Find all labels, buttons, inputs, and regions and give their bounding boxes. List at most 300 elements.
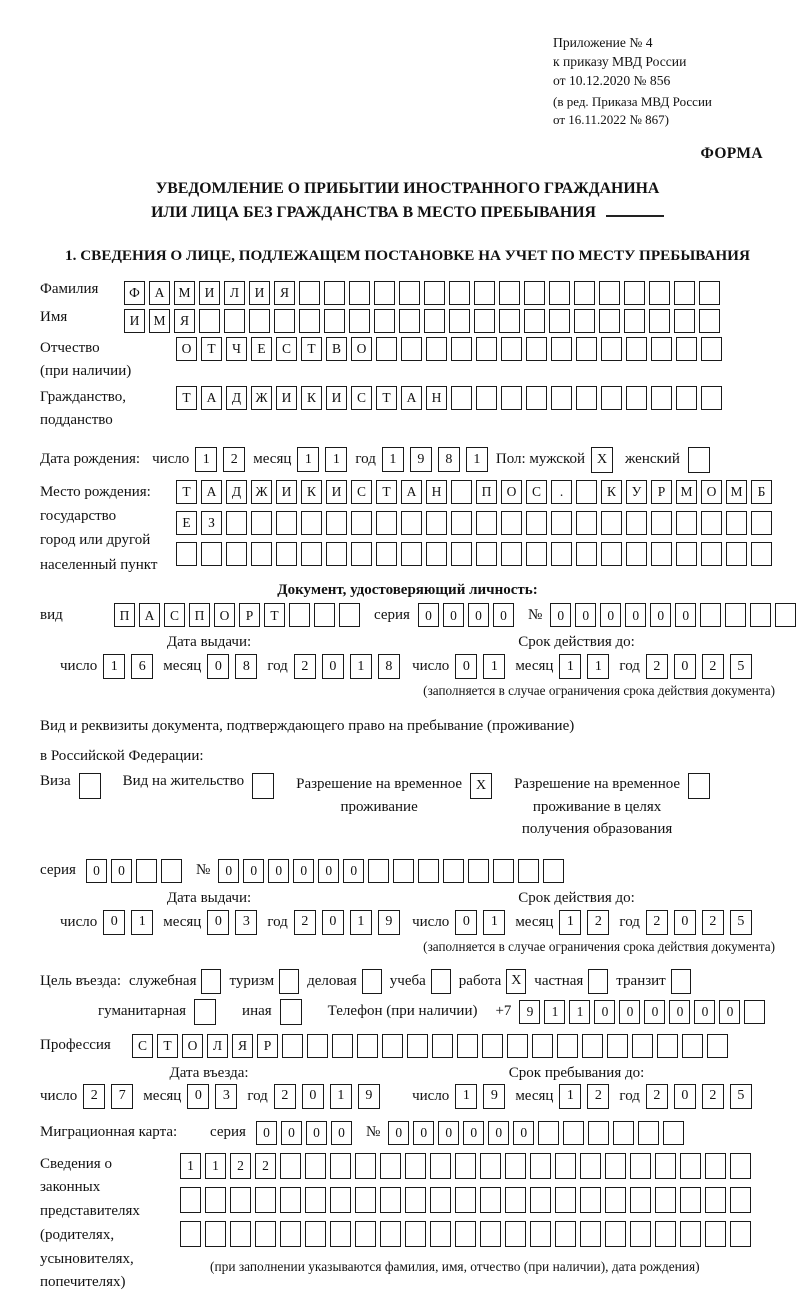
char-cell[interactable]: 9 (483, 1084, 505, 1109)
char-cell[interactable]: Д (226, 480, 247, 504)
char-cell[interactable]: И (276, 386, 297, 410)
char-cell[interactable]: 0 (719, 1000, 740, 1024)
char-cell[interactable]: 1 (466, 447, 488, 472)
char-cell[interactable] (451, 542, 472, 566)
char-cell[interactable] (451, 511, 472, 535)
char-cell[interactable] (426, 337, 447, 361)
char-cell[interactable] (657, 1034, 678, 1058)
char-cell[interactable]: П (189, 603, 210, 627)
char-cell[interactable] (605, 1187, 626, 1213)
char-cell[interactable] (576, 511, 597, 535)
char-cell[interactable]: 1 (205, 1153, 226, 1179)
char-cell[interactable] (226, 511, 247, 535)
char-cell[interactable]: С (351, 480, 372, 504)
char-cell[interactable]: 0 (550, 603, 571, 627)
char-cell[interactable] (476, 542, 497, 566)
char-cell[interactable] (551, 337, 572, 361)
char-cell[interactable] (555, 1221, 576, 1247)
char-cell[interactable]: 1 (569, 1000, 590, 1024)
char-cell[interactable] (676, 542, 697, 566)
char-cell[interactable] (501, 511, 522, 535)
char-cell[interactable]: Т (176, 386, 197, 410)
char-cell[interactable]: 0 (438, 1121, 459, 1145)
char-cell[interactable] (551, 511, 572, 535)
char-cell[interactable] (476, 386, 497, 410)
char-cell[interactable] (380, 1187, 401, 1213)
char-cell[interactable] (355, 1153, 376, 1179)
char-cell[interactable]: 2 (646, 910, 668, 935)
char-cell[interactable]: 1 (455, 1084, 477, 1109)
char-cell[interactable]: 2 (294, 910, 316, 935)
char-cell[interactable] (599, 309, 620, 333)
char-cell[interactable] (380, 1221, 401, 1247)
char-cell[interactable]: Н (426, 386, 447, 410)
char-cell[interactable] (601, 511, 622, 535)
char-cell[interactable] (305, 1153, 326, 1179)
char-cell[interactable]: Л (207, 1034, 228, 1058)
char-cell[interactable] (582, 1034, 603, 1058)
char-cell[interactable] (705, 1221, 726, 1247)
char-cell[interactable] (430, 1153, 451, 1179)
char-cell[interactable] (649, 281, 670, 305)
char-cell[interactable]: М (726, 480, 747, 504)
char-cell[interactable] (726, 511, 747, 535)
char-cell[interactable] (605, 1153, 626, 1179)
char-cell[interactable] (557, 1034, 578, 1058)
char-cell[interactable] (700, 603, 721, 627)
char-cell[interactable]: 1 (483, 910, 505, 935)
char-cell[interactable]: 1 (350, 654, 372, 679)
char-cell[interactable]: 1 (131, 910, 153, 935)
male-checkbox[interactable]: X (591, 447, 613, 473)
char-cell[interactable] (289, 603, 310, 627)
char-cell[interactable] (249, 309, 270, 333)
char-cell[interactable]: П (476, 480, 497, 504)
char-cell[interactable] (701, 542, 722, 566)
char-cell[interactable] (626, 511, 647, 535)
char-cell[interactable]: И (199, 281, 220, 305)
char-cell[interactable]: Е (176, 511, 197, 535)
char-cell[interactable] (399, 309, 420, 333)
char-cell[interactable]: 8 (235, 654, 257, 679)
char-cell[interactable]: Ч (226, 337, 247, 361)
char-cell[interactable]: 2 (83, 1084, 105, 1109)
char-cell[interactable] (624, 281, 645, 305)
char-cell[interactable] (524, 309, 545, 333)
char-cell[interactable] (674, 281, 695, 305)
char-cell[interactable]: О (351, 337, 372, 361)
char-cell[interactable]: 1 (559, 910, 581, 935)
char-cell[interactable] (355, 1187, 376, 1213)
char-cell[interactable] (468, 859, 489, 883)
char-cell[interactable]: Н (426, 480, 447, 504)
char-cell[interactable] (226, 542, 247, 566)
char-cell[interactable] (274, 309, 295, 333)
char-cell[interactable] (499, 309, 520, 333)
char-cell[interactable]: 0 (493, 603, 514, 627)
char-cell[interactable]: Л (224, 281, 245, 305)
char-cell[interactable] (201, 542, 222, 566)
char-cell[interactable] (355, 1221, 376, 1247)
char-cell[interactable]: А (201, 386, 222, 410)
char-cell[interactable] (676, 386, 697, 410)
char-cell[interactable]: 5 (730, 654, 752, 679)
char-cell[interactable]: 0 (322, 654, 344, 679)
char-cell[interactable]: 0 (644, 1000, 665, 1024)
char-cell[interactable] (482, 1034, 503, 1058)
char-cell[interactable]: У (626, 480, 647, 504)
char-cell[interactable] (563, 1121, 584, 1145)
char-cell[interactable] (251, 542, 272, 566)
char-cell[interactable] (332, 1034, 353, 1058)
char-cell[interactable] (676, 337, 697, 361)
char-cell[interactable] (368, 859, 389, 883)
char-cell[interactable]: 9 (519, 1000, 540, 1024)
char-cell[interactable] (330, 1187, 351, 1213)
char-cell[interactable]: 1 (180, 1153, 201, 1179)
char-cell[interactable] (701, 386, 722, 410)
char-cell[interactable] (399, 281, 420, 305)
char-cell[interactable]: А (401, 480, 422, 504)
char-cell[interactable]: Т (301, 337, 322, 361)
char-cell[interactable] (649, 309, 670, 333)
char-cell[interactable] (751, 542, 772, 566)
char-cell[interactable]: 0 (443, 603, 464, 627)
char-cell[interactable] (576, 480, 597, 504)
char-cell[interactable]: М (676, 480, 697, 504)
char-cell[interactable]: 0 (243, 859, 264, 883)
char-cell[interactable]: С (132, 1034, 153, 1058)
char-cell[interactable] (330, 1221, 351, 1247)
char-cell[interactable] (280, 1153, 301, 1179)
char-cell[interactable]: А (139, 603, 160, 627)
char-cell[interactable] (638, 1121, 659, 1145)
char-cell[interactable]: С (351, 386, 372, 410)
char-cell[interactable]: 2 (702, 654, 724, 679)
char-cell[interactable]: 1 (350, 910, 372, 935)
purpose-private-checkbox[interactable] (588, 969, 608, 994)
char-cell[interactable] (775, 603, 796, 627)
char-cell[interactable]: 0 (256, 1121, 277, 1145)
char-cell[interactable]: 9 (410, 447, 432, 472)
char-cell[interactable] (255, 1187, 276, 1213)
char-cell[interactable] (588, 1121, 609, 1145)
char-cell[interactable]: 0 (694, 1000, 715, 1024)
char-cell[interactable] (405, 1187, 426, 1213)
char-cell[interactable] (376, 337, 397, 361)
char-cell[interactable]: 0 (455, 910, 477, 935)
char-cell[interactable]: О (182, 1034, 203, 1058)
char-cell[interactable]: 0 (331, 1121, 352, 1145)
char-cell[interactable] (351, 511, 372, 535)
char-cell[interactable]: 6 (131, 654, 153, 679)
char-cell[interactable] (576, 386, 597, 410)
char-cell[interactable] (161, 859, 182, 883)
char-cell[interactable] (393, 859, 414, 883)
char-cell[interactable] (580, 1221, 601, 1247)
char-cell[interactable] (349, 309, 370, 333)
char-cell[interactable] (580, 1187, 601, 1213)
char-cell[interactable] (349, 281, 370, 305)
char-cell[interactable]: 1 (330, 1084, 352, 1109)
female-checkbox[interactable] (688, 447, 710, 473)
purpose-humanitarian-checkbox[interactable] (194, 999, 216, 1025)
char-cell[interactable] (480, 1187, 501, 1213)
purpose-other-checkbox[interactable] (280, 999, 302, 1025)
char-cell[interactable] (501, 386, 522, 410)
char-cell[interactable] (474, 309, 495, 333)
char-cell[interactable] (730, 1153, 751, 1179)
char-cell[interactable]: С (276, 337, 297, 361)
char-cell[interactable] (580, 1153, 601, 1179)
char-cell[interactable] (682, 1034, 703, 1058)
char-cell[interactable] (518, 859, 539, 883)
char-cell[interactable]: М (149, 309, 170, 333)
char-cell[interactable] (524, 281, 545, 305)
char-cell[interactable] (455, 1221, 476, 1247)
char-cell[interactable] (374, 281, 395, 305)
char-cell[interactable]: Б (751, 480, 772, 504)
char-cell[interactable]: Ж (251, 480, 272, 504)
char-cell[interactable] (530, 1221, 551, 1247)
char-cell[interactable] (357, 1034, 378, 1058)
char-cell[interactable]: 8 (378, 654, 400, 679)
char-cell[interactable]: 0 (207, 910, 229, 935)
char-cell[interactable]: 0 (650, 603, 671, 627)
char-cell[interactable] (705, 1153, 726, 1179)
char-cell[interactable] (418, 859, 439, 883)
char-cell[interactable]: А (401, 386, 422, 410)
char-cell[interactable]: 0 (600, 603, 621, 627)
char-cell[interactable] (493, 859, 514, 883)
char-cell[interactable] (307, 1034, 328, 1058)
char-cell[interactable]: И (249, 281, 270, 305)
char-cell[interactable] (405, 1153, 426, 1179)
char-cell[interactable] (351, 542, 372, 566)
char-cell[interactable]: 1 (382, 447, 404, 472)
char-cell[interactable]: 1 (297, 447, 319, 472)
char-cell[interactable] (538, 1121, 559, 1145)
char-cell[interactable] (449, 281, 470, 305)
char-cell[interactable] (430, 1187, 451, 1213)
char-cell[interactable] (180, 1221, 201, 1247)
char-cell[interactable]: 0 (207, 654, 229, 679)
char-cell[interactable] (699, 281, 720, 305)
char-cell[interactable]: 2 (587, 1084, 609, 1109)
char-cell[interactable] (701, 511, 722, 535)
char-cell[interactable] (455, 1153, 476, 1179)
char-cell[interactable] (426, 542, 447, 566)
char-cell[interactable]: 0 (674, 910, 696, 935)
char-cell[interactable] (626, 386, 647, 410)
char-cell[interactable]: 0 (455, 654, 477, 679)
char-cell[interactable] (324, 281, 345, 305)
char-cell[interactable] (555, 1153, 576, 1179)
char-cell[interactable] (499, 281, 520, 305)
char-cell[interactable]: И (124, 309, 145, 333)
char-cell[interactable] (230, 1187, 251, 1213)
purpose-work-checkbox[interactable]: X (506, 969, 526, 994)
char-cell[interactable] (230, 1221, 251, 1247)
char-cell[interactable] (255, 1221, 276, 1247)
char-cell[interactable]: А (149, 281, 170, 305)
char-cell[interactable] (613, 1121, 634, 1145)
char-cell[interactable] (624, 309, 645, 333)
char-cell[interactable]: 0 (418, 603, 439, 627)
char-cell[interactable] (549, 281, 570, 305)
char-cell[interactable] (326, 542, 347, 566)
char-cell[interactable] (651, 386, 672, 410)
char-cell[interactable]: 0 (619, 1000, 640, 1024)
char-cell[interactable] (655, 1153, 676, 1179)
char-cell[interactable] (251, 511, 272, 535)
char-cell[interactable]: 0 (575, 603, 596, 627)
char-cell[interactable]: 8 (438, 447, 460, 472)
char-cell[interactable]: 0 (103, 910, 125, 935)
char-cell[interactable] (376, 511, 397, 535)
char-cell[interactable] (299, 309, 320, 333)
char-cell[interactable]: 2 (587, 910, 609, 935)
char-cell[interactable]: 0 (343, 859, 364, 883)
char-cell[interactable] (476, 511, 497, 535)
char-cell[interactable] (480, 1221, 501, 1247)
char-cell[interactable] (555, 1187, 576, 1213)
char-cell[interactable]: К (301, 386, 322, 410)
char-cell[interactable] (651, 511, 672, 535)
residence-permit-checkbox[interactable] (252, 773, 274, 799)
char-cell[interactable] (432, 1034, 453, 1058)
char-cell[interactable] (549, 309, 570, 333)
char-cell[interactable] (730, 1221, 751, 1247)
char-cell[interactable] (730, 1187, 751, 1213)
char-cell[interactable]: К (601, 480, 622, 504)
char-cell[interactable]: И (326, 386, 347, 410)
char-cell[interactable]: Р (257, 1034, 278, 1058)
char-cell[interactable]: 0 (86, 859, 107, 883)
char-cell[interactable] (451, 480, 472, 504)
char-cell[interactable] (305, 1221, 326, 1247)
char-cell[interactable] (339, 603, 360, 627)
char-cell[interactable] (451, 386, 472, 410)
char-cell[interactable]: 2 (223, 447, 245, 472)
char-cell[interactable]: А (201, 480, 222, 504)
char-cell[interactable] (551, 386, 572, 410)
char-cell[interactable]: 1 (587, 654, 609, 679)
char-cell[interactable] (725, 603, 746, 627)
char-cell[interactable] (576, 337, 597, 361)
char-cell[interactable] (301, 542, 322, 566)
char-cell[interactable]: 0 (322, 910, 344, 935)
char-cell[interactable]: 0 (669, 1000, 690, 1024)
char-cell[interactable] (424, 309, 445, 333)
char-cell[interactable]: Т (264, 603, 285, 627)
char-cell[interactable] (205, 1187, 226, 1213)
char-cell[interactable] (282, 1034, 303, 1058)
char-cell[interactable]: 0 (293, 859, 314, 883)
char-cell[interactable]: 0 (318, 859, 339, 883)
char-cell[interactable]: И (326, 480, 347, 504)
char-cell[interactable] (680, 1221, 701, 1247)
purpose-tourism-checkbox[interactable] (279, 969, 299, 994)
char-cell[interactable]: 5 (730, 1084, 752, 1109)
char-cell[interactable] (680, 1153, 701, 1179)
char-cell[interactable] (476, 337, 497, 361)
char-cell[interactable] (651, 542, 672, 566)
char-cell[interactable] (276, 542, 297, 566)
char-cell[interactable]: 3 (215, 1084, 237, 1109)
char-cell[interactable] (551, 542, 572, 566)
char-cell[interactable] (680, 1187, 701, 1213)
char-cell[interactable]: 0 (388, 1121, 409, 1145)
char-cell[interactable] (430, 1221, 451, 1247)
char-cell[interactable] (301, 511, 322, 535)
char-cell[interactable]: 0 (488, 1121, 509, 1145)
char-cell[interactable]: М (174, 281, 195, 305)
char-cell[interactable] (601, 542, 622, 566)
char-cell[interactable] (574, 281, 595, 305)
char-cell[interactable] (707, 1034, 728, 1058)
char-cell[interactable] (376, 542, 397, 566)
char-cell[interactable] (626, 542, 647, 566)
char-cell[interactable]: 0 (513, 1121, 534, 1145)
char-cell[interactable] (630, 1153, 651, 1179)
char-cell[interactable]: 2 (702, 1084, 724, 1109)
char-cell[interactable]: С (526, 480, 547, 504)
char-cell[interactable] (280, 1221, 301, 1247)
char-cell[interactable] (655, 1187, 676, 1213)
char-cell[interactable]: 0 (413, 1121, 434, 1145)
char-cell[interactable] (505, 1153, 526, 1179)
char-cell[interactable]: О (501, 480, 522, 504)
char-cell[interactable] (605, 1221, 626, 1247)
char-cell[interactable] (501, 542, 522, 566)
char-cell[interactable] (407, 1034, 428, 1058)
char-cell[interactable] (599, 281, 620, 305)
char-cell[interactable]: 1 (559, 654, 581, 679)
char-cell[interactable]: О (701, 480, 722, 504)
char-cell[interactable] (526, 337, 547, 361)
char-cell[interactable]: Ж (251, 386, 272, 410)
char-cell[interactable]: О (176, 337, 197, 361)
char-cell[interactable]: 0 (674, 654, 696, 679)
char-cell[interactable] (443, 859, 464, 883)
char-cell[interactable] (674, 309, 695, 333)
char-cell[interactable]: 5 (730, 910, 752, 935)
char-cell[interactable]: З (201, 511, 222, 535)
char-cell[interactable] (663, 1121, 684, 1145)
char-cell[interactable]: 9 (378, 910, 400, 935)
char-cell[interactable]: 0 (281, 1121, 302, 1145)
char-cell[interactable] (532, 1034, 553, 1058)
char-cell[interactable]: С (164, 603, 185, 627)
char-cell[interactable] (751, 511, 772, 535)
char-cell[interactable] (630, 1221, 651, 1247)
char-cell[interactable]: Т (157, 1034, 178, 1058)
char-cell[interactable] (655, 1221, 676, 1247)
char-cell[interactable] (750, 603, 771, 627)
char-cell[interactable]: 2 (255, 1153, 276, 1179)
char-cell[interactable] (280, 1187, 301, 1213)
char-cell[interactable]: О (214, 603, 235, 627)
char-cell[interactable]: 7 (111, 1084, 133, 1109)
char-cell[interactable]: И (276, 480, 297, 504)
char-cell[interactable]: 0 (268, 859, 289, 883)
char-cell[interactable]: 0 (187, 1084, 209, 1109)
char-cell[interactable]: Д (226, 386, 247, 410)
char-cell[interactable] (326, 511, 347, 535)
purpose-official-checkbox[interactable] (201, 969, 221, 994)
char-cell[interactable]: 0 (675, 603, 696, 627)
